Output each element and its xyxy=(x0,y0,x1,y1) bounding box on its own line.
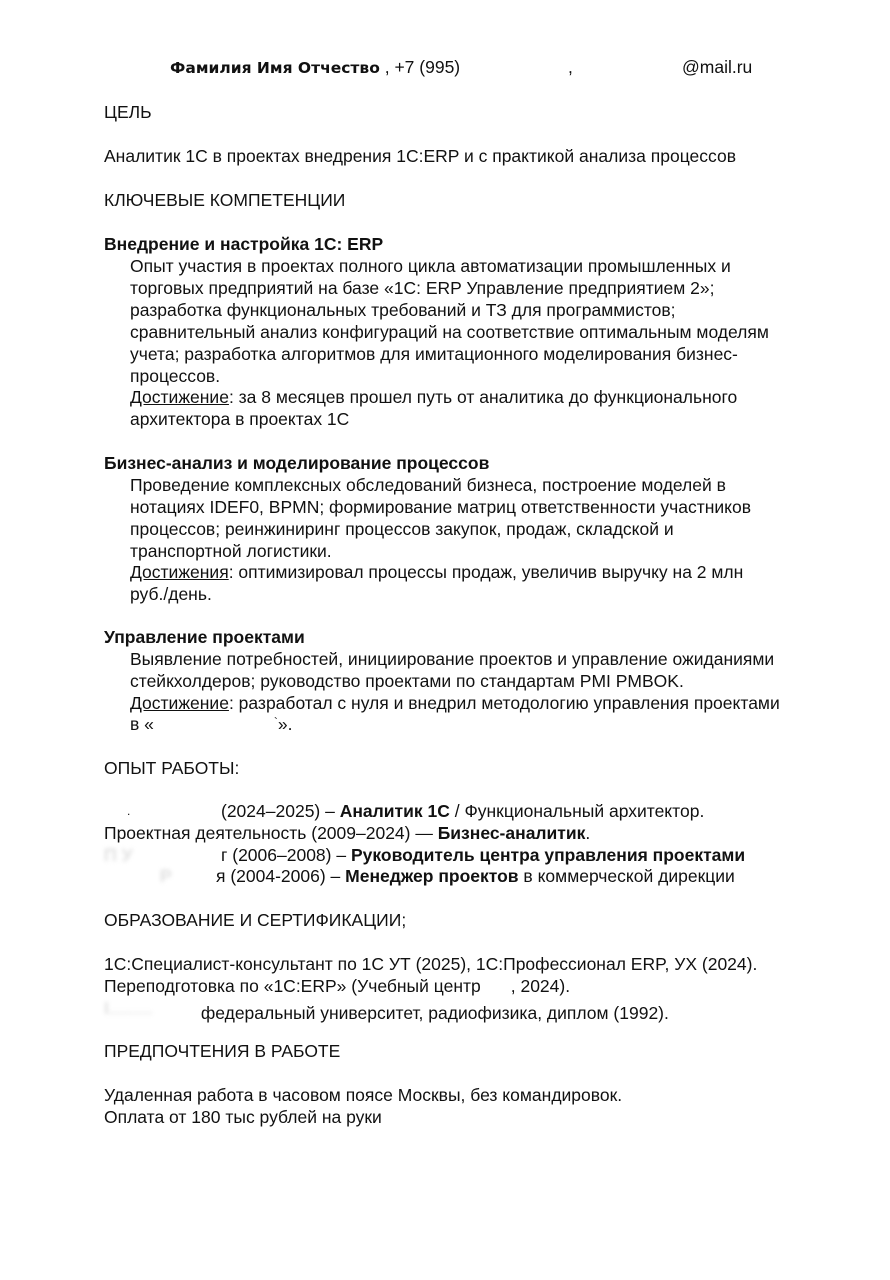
exp-row-1-period: (2024–2025) – xyxy=(221,801,340,821)
pm-achievement-line-2-end: ». xyxy=(277,714,293,734)
ba-achievement xyxy=(130,561,743,583)
erp-line-2: торговых предприятий на базе «1С: ERP Управление предприятием 2»; xyxy=(130,278,715,298)
exp-row-1 xyxy=(221,800,704,822)
preferences-line-2: Оплата от 180 тыс рублей на руки xyxy=(104,1107,382,1127)
erp-title: Внедрение и настройка 1С: ERP xyxy=(104,234,384,254)
pm-line-2: стейкхолдеров; руководство проектами по стандартам PMI PMBOK. xyxy=(130,671,684,691)
candidate-email[interactable]: @mail.ru xyxy=(682,57,753,77)
erp-line-1: Опыт участия в проектах полного цикла автоматизации промышленных и xyxy=(130,256,731,276)
education-line-2-end: , 2024). xyxy=(510,976,571,996)
ba-achievement-label: Достижения xyxy=(130,562,229,582)
exp-row-1-role: Аналитик 1С xyxy=(339,801,450,821)
exp-row-3-pre: г (2006–2008) – xyxy=(221,845,351,865)
ba-title: Бизнес-анализ и моделирование процессов xyxy=(104,453,490,473)
competencies-heading: КЛЮЧЕВЫЕ КОМПЕТЕНЦИИ xyxy=(104,190,346,210)
pm-line-1: Выявление потребностей, инициирование проектов и управление ожиданиями xyxy=(130,649,775,669)
erp-line-6: процессов. xyxy=(130,366,221,386)
exp-row-3-role: Руководитель центра управления проектами xyxy=(350,845,746,865)
education-line-3 xyxy=(104,997,669,1024)
exp-row-4 xyxy=(216,865,735,887)
ba-line-2: нотациях IDEF0, BPMN; формирование матриц ответственности участников xyxy=(130,497,752,517)
pm-achievement-line-2 xyxy=(130,713,293,737)
erp-achievement-text: : за 8 месяцев прошел путь от аналитика до функционального xyxy=(228,387,738,407)
candidate-phone: , +7 (995) xyxy=(384,57,461,77)
contact-header xyxy=(170,56,460,79)
exp-row-3 xyxy=(221,844,745,866)
exp-row-3-blurred xyxy=(104,844,133,866)
exp-row-2-role: Бизнес-аналитик xyxy=(437,823,586,843)
education-line-3-text: федеральный университет, радиофизика, диплом (1992). xyxy=(196,1003,669,1023)
ba-achievement-line-2: руб./день. xyxy=(130,584,212,604)
ba-line-1: Проведение комплексных обследований бизнеса, построение моделей в xyxy=(130,475,726,495)
exp-row-4-pre: я (2004-2006) – xyxy=(216,866,346,886)
exp-row-4-blurred xyxy=(160,865,172,887)
education-line-3-blur: I......... xyxy=(104,998,153,1018)
education-heading: ОБРАЗОВАНИЕ И СЕРТИФИКАЦИИ; xyxy=(104,910,407,930)
candidate-name: Фамилия Имя Отчество xyxy=(170,59,380,77)
erp-line-3: разработка функциональных требований и ТЗ для программистов; xyxy=(130,300,676,320)
exp-row-4-rest: в коммерческой дирекции xyxy=(518,866,735,886)
ba-line-3: процессов; реинжиниринг процессов закупок, продаж, складской и xyxy=(130,519,674,539)
pm-achievement xyxy=(130,692,780,714)
erp-achievement xyxy=(130,386,737,408)
education-line-2 xyxy=(104,975,570,997)
exp-row-2-rest: . xyxy=(585,823,591,843)
ba-achievement-text: : оптимизировал процессы продаж, увеличив выручку на 2 млн xyxy=(228,562,744,582)
goal-heading: ЦЕЛЬ xyxy=(104,102,152,122)
ba-line-4: транспортной логистики. xyxy=(130,541,332,561)
pm-achievement-text: : разработал с нуля и внедрил методологию управления проектами xyxy=(228,693,780,713)
exp-row-4-blur-text: Р xyxy=(160,866,172,886)
exp-row-3-blur-text: П У xyxy=(104,845,133,865)
preferences-heading: ПРЕДПОЧТЕНИЯ В РАБОТЕ xyxy=(104,1041,341,1061)
exp-row-2-pre: Проектная деятельность (2009–2024) — xyxy=(104,823,438,843)
education-line-2-start: Переподготовка по «1С:ERP» (Учебный центр xyxy=(104,976,481,996)
exp-row-1-rest: / Функциональный архитектор. xyxy=(449,801,705,821)
exp-row-2 xyxy=(104,822,590,844)
pm-achievement-line-2-start: в « xyxy=(130,714,154,734)
erp-achievement-label: Достижение xyxy=(130,387,229,407)
exp-row-4-role: Менеджер проектов xyxy=(345,866,519,886)
exp-row-1-mark: . xyxy=(127,804,131,818)
pm-title: Управление проектами xyxy=(104,627,305,647)
erp-achievement-line-2: архитектора в проектах 1С xyxy=(130,409,350,429)
preferences-line-1: Удаленная работа в часовом поясе Москвы, без командировок. xyxy=(104,1085,623,1105)
experience-heading: ОПЫТ РАБОТЫ: xyxy=(104,758,240,778)
header-separator: , xyxy=(568,57,573,77)
pm-achievement-tick: ` xyxy=(273,715,278,729)
erp-line-4: сравнительный анализ конфигураций на соответствие оптимальным моделям xyxy=(130,322,769,342)
pm-achievement-label: Достижение xyxy=(130,693,229,713)
goal-text: Аналитик 1С в проектах внедрения 1С:ERP и с практикой анализа процессов xyxy=(104,146,736,166)
erp-line-5: учета; разработка алгоритмов для имитационного моделирования бизнес- xyxy=(130,344,738,364)
education-line-1: 1С:Специалист-консультант по 1С УТ (2025), 1С:Профессионал ERP, УХ (2024). xyxy=(104,954,758,974)
